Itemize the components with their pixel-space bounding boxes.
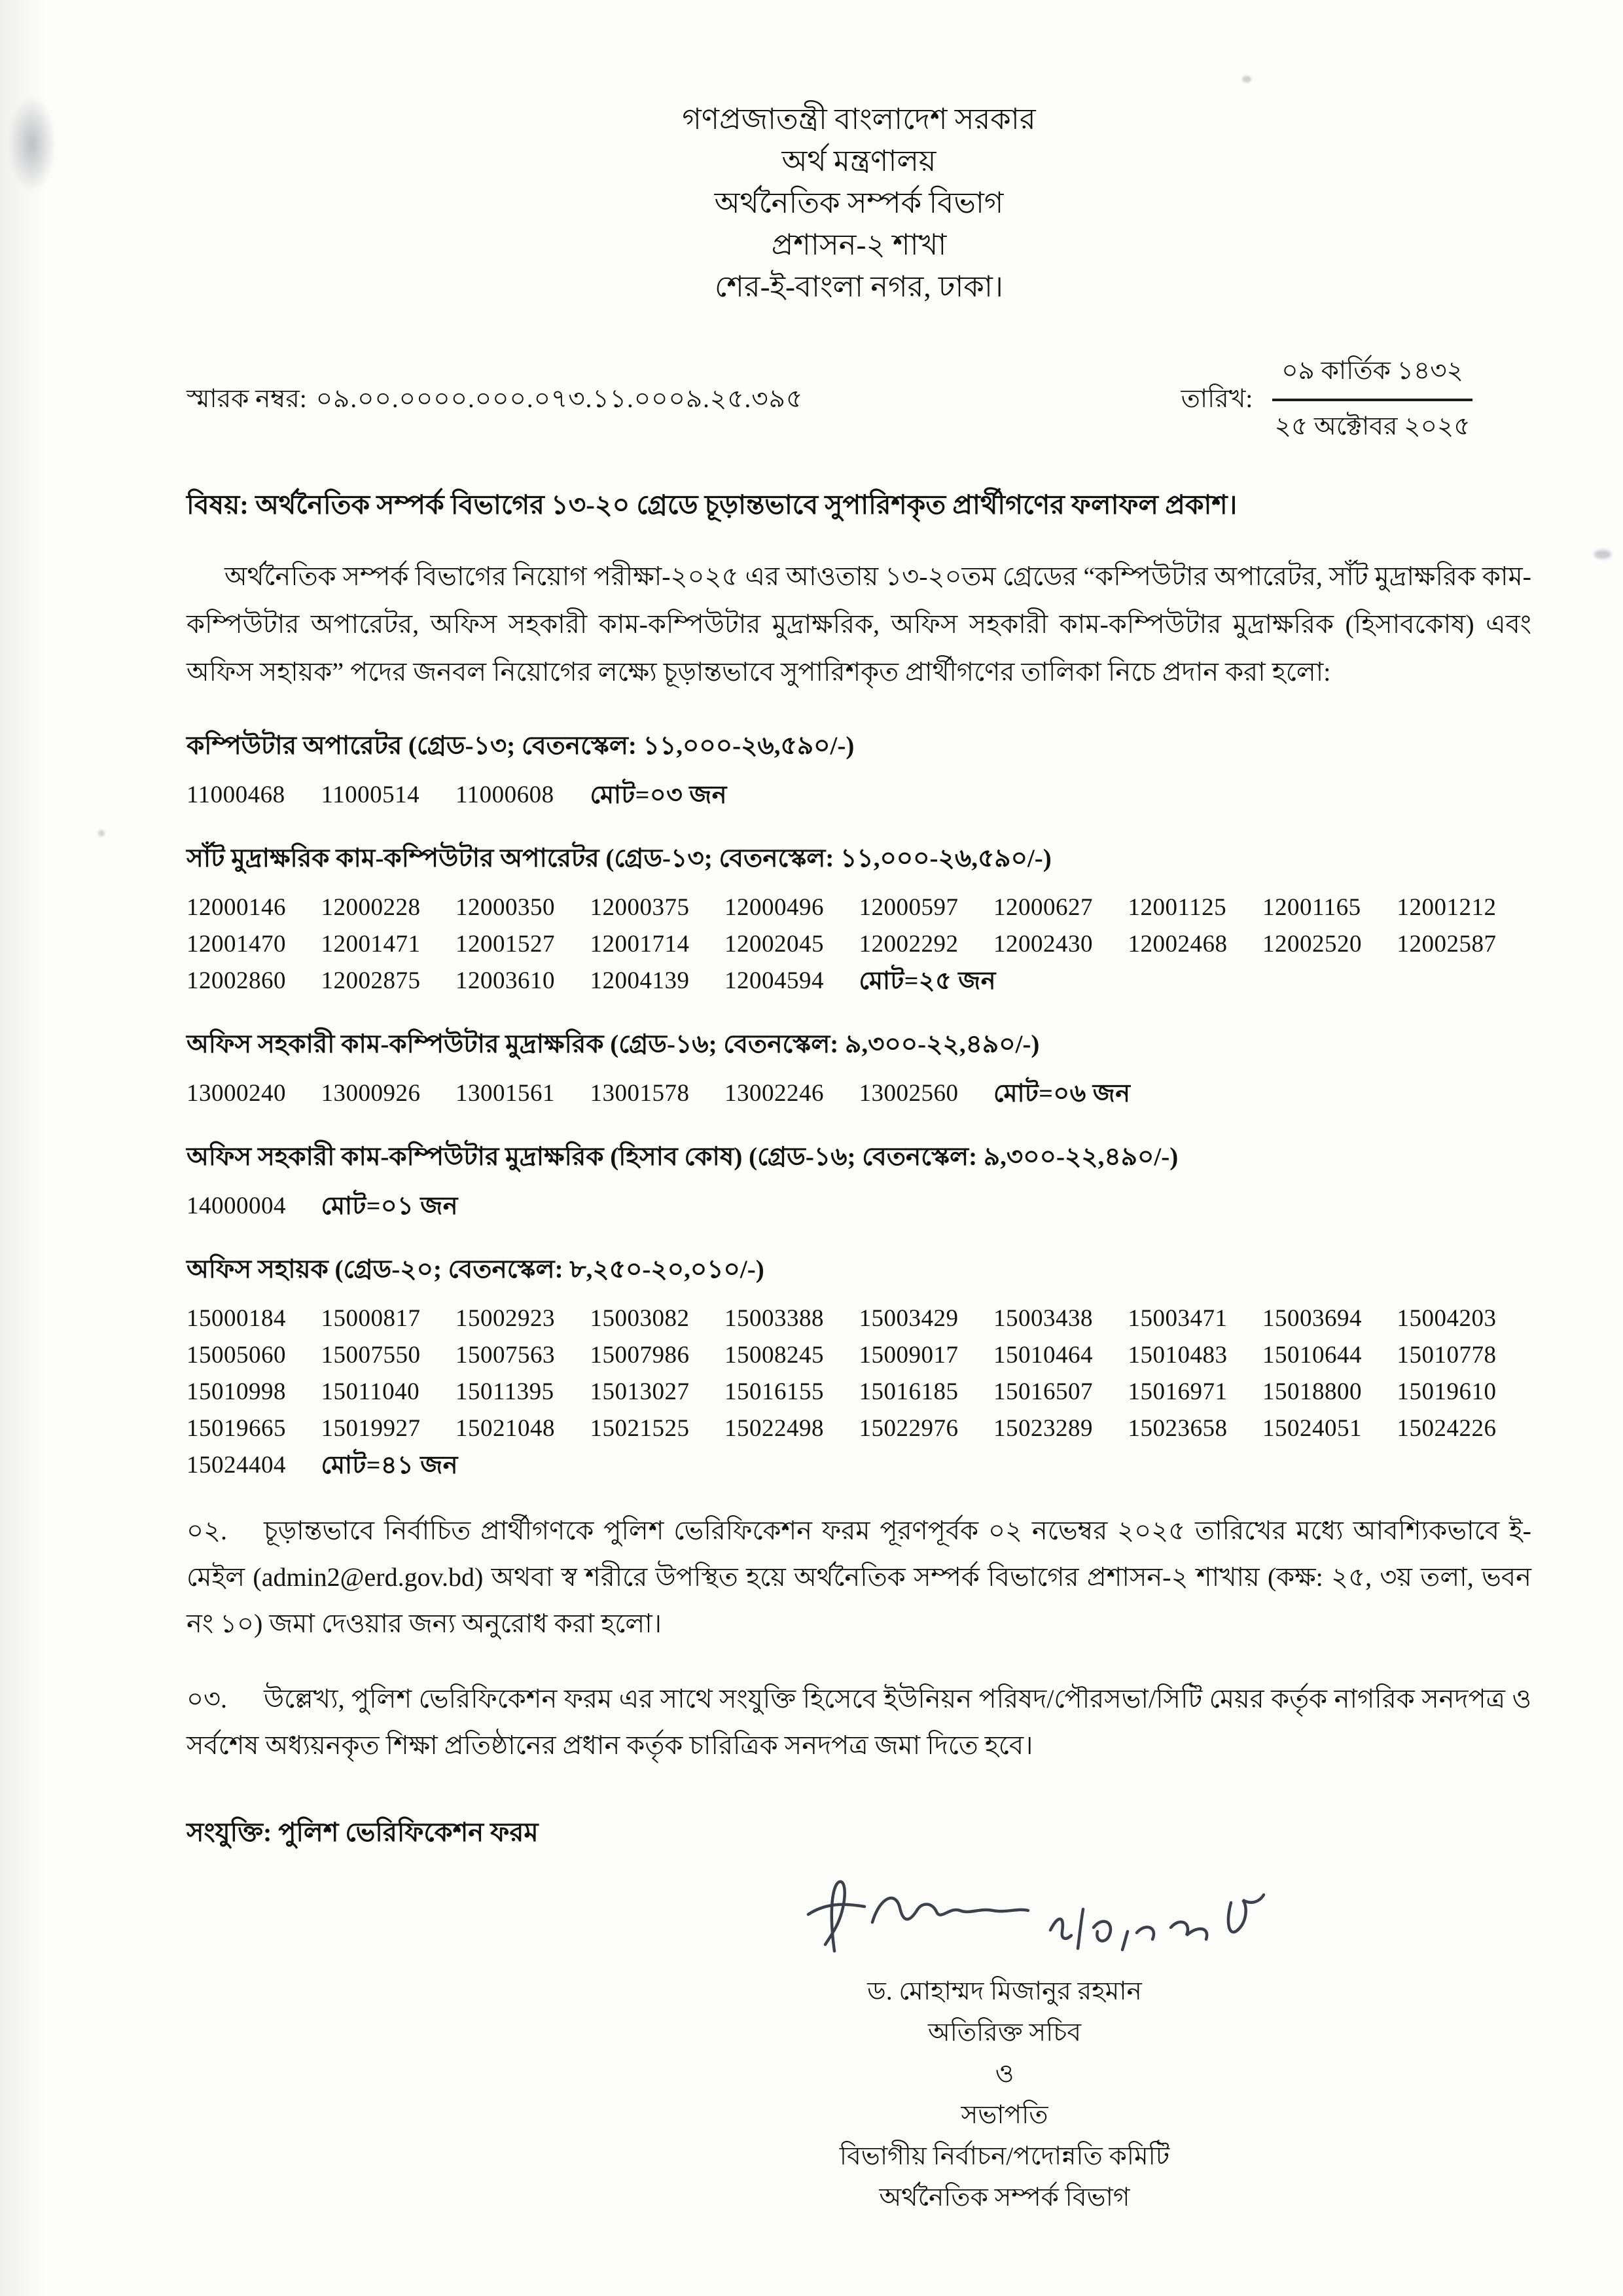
roll-number: 15000184 (187, 1305, 286, 1332)
memo-number: ০৯.০০.০০০০.০০০.০৭৩.১১.০০০৯.২৫.৩৯৫ (315, 384, 804, 413)
roll-number: 15016507 (993, 1378, 1093, 1405)
signature-ink (736, 1867, 1364, 1965)
roll-number: 15021048 (455, 1415, 555, 1442)
total-count: মোট=৪১ জন (321, 1452, 458, 1479)
roll-number: 12002520 (1262, 931, 1362, 958)
roll-number: 12001165 (1262, 894, 1361, 921)
roll-number: 12000228 (321, 894, 421, 921)
attachment-line: সংযুক্তি: পুলিশ ভেরিফিকেশন ফরম (187, 1818, 539, 1847)
roll-grid (187, 1193, 1531, 1219)
roll-number: 11000514 (321, 781, 420, 808)
date-label: তারিখ: (1181, 384, 1253, 413)
roll-number: 13002246 (724, 1080, 824, 1107)
paragraph-text: উল্লেখ্য, পুলিশ ভেরিফিকেশন ফরম এর সাথে সংযুক্তি হিসেবে ইউনিয়ন পরিষদ/পৌরসভা/সিটি মেয়র কর্তৃক নাগরিক সনদপত্র ও সর্বশেষ অধ্যয়নকৃত শিক্ষা প্রতিষ্ঠানের প্রধান কর্তৃক চারিত্রিক সনদপত্র জমা দিতে হবে। (187, 1684, 1531, 1760)
numbered-paragraph (187, 1507, 1531, 1647)
roll-number: 12002045 (724, 931, 824, 958)
post-section (187, 1253, 1531, 1479)
roll-number: 12002430 (993, 931, 1093, 958)
roll-number: 15003438 (993, 1305, 1093, 1332)
post-title: কম্পিউটার অপারেটর (গ্রেড-১৩; বেতনস্কেল: ১১,০০০-২৬,৫৯০/-) (187, 732, 855, 760)
roll-number: 12002587 (1397, 931, 1497, 958)
memo-label: স্মারক নম্বর: (187, 384, 307, 413)
roll-number: 15019610 (1397, 1378, 1497, 1405)
total-count: মোট=০১ জন (321, 1193, 458, 1220)
roll-number: 15008245 (724, 1342, 824, 1369)
date-bangla: ০৯ কার্তিক ১৪৩২ (1272, 351, 1472, 401)
roll-grid (187, 1306, 1531, 1479)
roll-number: 15022498 (724, 1415, 824, 1442)
numbered-paragraphs (187, 1507, 1531, 1768)
roll-number: 13001578 (590, 1080, 690, 1107)
roll-number: 15007986 (590, 1342, 690, 1369)
roll-number: 15022976 (859, 1415, 959, 1442)
total-count: মোট=২৫ জন (859, 967, 996, 995)
date-gregorian: ২৫ অক্টোবর ২০২৫ (1274, 412, 1471, 440)
roll-number: 12004139 (590, 967, 690, 994)
letterhead (187, 98, 1531, 308)
roll-number: 15019665 (187, 1415, 286, 1442)
roll-number: 15011040 (321, 1378, 420, 1405)
roll-number: 15024226 (1397, 1415, 1497, 1442)
post-title: অফিস সহায়ক (গ্রেড-২০; বেতনস্কেল: ৮,২৫০-২০,০১০/-) (187, 1255, 764, 1283)
roll-number: 15016971 (1128, 1378, 1228, 1405)
numbered-paragraph (187, 1676, 1531, 1768)
post-section (187, 730, 1531, 808)
signature-ink-area (684, 1867, 1325, 1965)
letterhead-line: অর্থনৈতিক সম্পর্ক বিভাগ (714, 187, 1004, 219)
roll-number: 15019927 (321, 1415, 421, 1442)
signatory-conjunction: ও (995, 2060, 1014, 2088)
roll-number: 15010464 (993, 1342, 1093, 1369)
roll-number: 14000004 (187, 1193, 286, 1219)
roll-number: 12001471 (321, 931, 421, 958)
roll-number: 13001561 (455, 1080, 555, 1107)
roll-number: 15003082 (590, 1305, 690, 1332)
intro-paragraph: অর্থনৈতিক সম্পর্ক বিভাগের নিয়োগ পরীক্ষা-২০২৫ এর আওতায় ১৩-২০তম গ্রেডের “কম্পিউটার অপারেটর, সাঁট মুদ্রাক্ষরিক কাম-কম্পিউটার অপারেটর, অফিস সহকারী কাম-কম্পিউটার মুদ্রাক্ষরিক, অফিস সহকারী কাম-কম্পিউটার মুদ্রাক্ষরিক (হিসাবকোষ) এবং অফিস সহায়ক” পদের জনবল নিয়োগের লক্ষ্যে চূড়ান্তভাবে সুপারিশকৃত প্রার্থীগণের তালিকা নিচে প্রদান করা হলো: (187, 562, 1531, 687)
date-line (1181, 351, 1472, 449)
post-title: সাঁট মুদ্রাক্ষরিক কাম-কম্পিউটার অপারেটর (গ্রেড-১৩; বেতনস্কেল: ১১,০০০-২৬,৫৯০/-) (187, 844, 1052, 872)
paragraph-number: ০৩. (187, 1684, 228, 1713)
signatory-division: অর্থনৈতিক সম্পর্ক বিভাগ (879, 2183, 1130, 2212)
letterhead-line: গণপ্রজাতন্ত্রী বাংলাদেশ সরকার (682, 103, 1036, 135)
post-section (187, 1028, 1531, 1107)
roll-number: 12001470 (187, 931, 286, 958)
roll-number: 12002292 (859, 931, 959, 958)
roll-number: 15023289 (993, 1415, 1093, 1442)
roll-number: 12004594 (724, 967, 824, 994)
letterhead-line: প্রশাসন-২ শাখা (771, 228, 947, 261)
signatory-role: সভাপতি (961, 2101, 1048, 2129)
roll-number: 11000468 (187, 781, 285, 808)
roll-number: 12001714 (590, 931, 690, 958)
total-count: মোট=০৩ জন (590, 781, 727, 809)
roll-number: 12000496 (724, 894, 824, 921)
roll-number: 15002923 (455, 1305, 555, 1332)
roll-number: 15007563 (455, 1342, 555, 1369)
roll-number: 11000608 (455, 781, 554, 808)
roll-number: 15024404 (187, 1452, 286, 1479)
roll-number: 15004203 (1397, 1305, 1497, 1332)
roll-number: 12001527 (455, 931, 555, 958)
post-section (187, 1141, 1531, 1219)
roll-number: 15010778 (1397, 1342, 1497, 1369)
letterhead-line: অর্থ মন্ত্রণালয় (781, 145, 936, 177)
memo-number-line (187, 379, 803, 422)
roll-number: 12003610 (455, 967, 555, 994)
roll-number: 13000926 (321, 1080, 421, 1107)
post-title: অফিস সহকারী কাম-কম্পিউটার মুদ্রাক্ষরিক (গ্রেড-১৬; বেতনস্কেল: ৯,৩০০-২২,৪৯০/-) (187, 1030, 1040, 1058)
signatory-designation: অতিরিক্ত সচিব (927, 2018, 1082, 2047)
roll-number: 15003429 (859, 1305, 959, 1332)
roll-number: 15003694 (1262, 1305, 1362, 1332)
roll-number: 15010644 (1262, 1342, 1362, 1369)
roll-number: 15021525 (590, 1415, 690, 1442)
roll-number: 15003471 (1128, 1305, 1228, 1332)
paragraph-number: ০২. (187, 1516, 228, 1545)
letterhead-line: শের-ই-বাংলা নগর, ঢাকা। (714, 270, 1004, 303)
roll-number: 15016185 (859, 1378, 959, 1405)
roll-number: 15024051 (1262, 1415, 1362, 1442)
signature-block (684, 1867, 1325, 2218)
signatory-committee: বিভাগীয় নির্বাচন/পদোন্নতি কমিটি (839, 2142, 1170, 2170)
roll-number: 12000375 (590, 894, 690, 921)
roll-grid (187, 782, 1531, 808)
roll-number: 12002860 (187, 967, 286, 994)
roll-grid (187, 895, 1531, 994)
roll-number: 15016155 (724, 1378, 824, 1405)
roll-number: 12001212 (1397, 894, 1497, 921)
roll-number: 15010483 (1128, 1342, 1228, 1369)
roll-number: 12002468 (1128, 931, 1228, 958)
roll-number: 15011395 (455, 1378, 554, 1405)
roll-number: 15009017 (859, 1342, 959, 1369)
roll-number: 15003388 (724, 1305, 824, 1332)
roll-number: 12000350 (455, 894, 555, 921)
roll-grid (187, 1081, 1531, 1107)
roll-number: 12000597 (859, 894, 959, 921)
roll-number: 15010998 (187, 1378, 286, 1405)
roll-number: 12000146 (187, 894, 286, 921)
memo-date-row (187, 351, 1531, 449)
roll-number: 15005060 (187, 1342, 286, 1369)
roll-number: 15013027 (590, 1378, 690, 1405)
roll-number: 12002875 (321, 967, 421, 994)
roll-number: 15023658 (1128, 1415, 1228, 1442)
paragraph-text: চূড়ান্তভাবে নির্বাচিত প্রার্থীগণকে পুলিশ ভেরিফিকেশন ফরম পূরণপূর্বক ০২ নভেম্বর ২০২৫ তারিখের মধ্যে আবশ্যিকভাবে ই-মেইল (admin2@erd.gov.bd) অথবা স্ব শরীরে উপস্থিত হয়ে অর্থনৈতিক সম্পর্ক বিভাগের প্রশাসন-২ শাখায় (কক্ষ: ২৫, ৩য় তলা, ভবন নং ১০) জমা দেওয়ার জন্য অনুরোধ করা হলো। (187, 1516, 1531, 1638)
roll-sections (187, 730, 1531, 1479)
total-count: মোট=০৬ জন (993, 1080, 1131, 1107)
date-fraction (1272, 351, 1472, 449)
roll-number: 12000627 (993, 894, 1093, 921)
roll-number: 13002560 (859, 1080, 959, 1107)
post-title: অফিস সহকারী কাম-কম্পিউটার মুদ্রাক্ষরিক (হিসাব কোষ) (গ্রেড-১৬; বেতনস্কেল: ৯,৩০০-২২,৪৯০/-) (187, 1143, 1179, 1171)
signatory-name: ড. মোহাম্মদ মিজানুর রহমান (867, 1977, 1142, 2005)
subject-line: বিষয়: অর্থনৈতিক সম্পর্ক বিভাগের ১৩-২০ গ্রেডে চূড়ান্তভাবে সুপারিশকৃত প্রার্থীগণের ফলাফল প্রকাশ। (187, 490, 1238, 520)
roll-number: 15018800 (1262, 1378, 1362, 1405)
roll-number: 12001125 (1128, 894, 1227, 921)
post-section (187, 842, 1531, 994)
roll-number: 13000240 (187, 1080, 286, 1107)
roll-number: 15000817 (321, 1305, 421, 1332)
roll-number: 15007550 (321, 1342, 421, 1369)
